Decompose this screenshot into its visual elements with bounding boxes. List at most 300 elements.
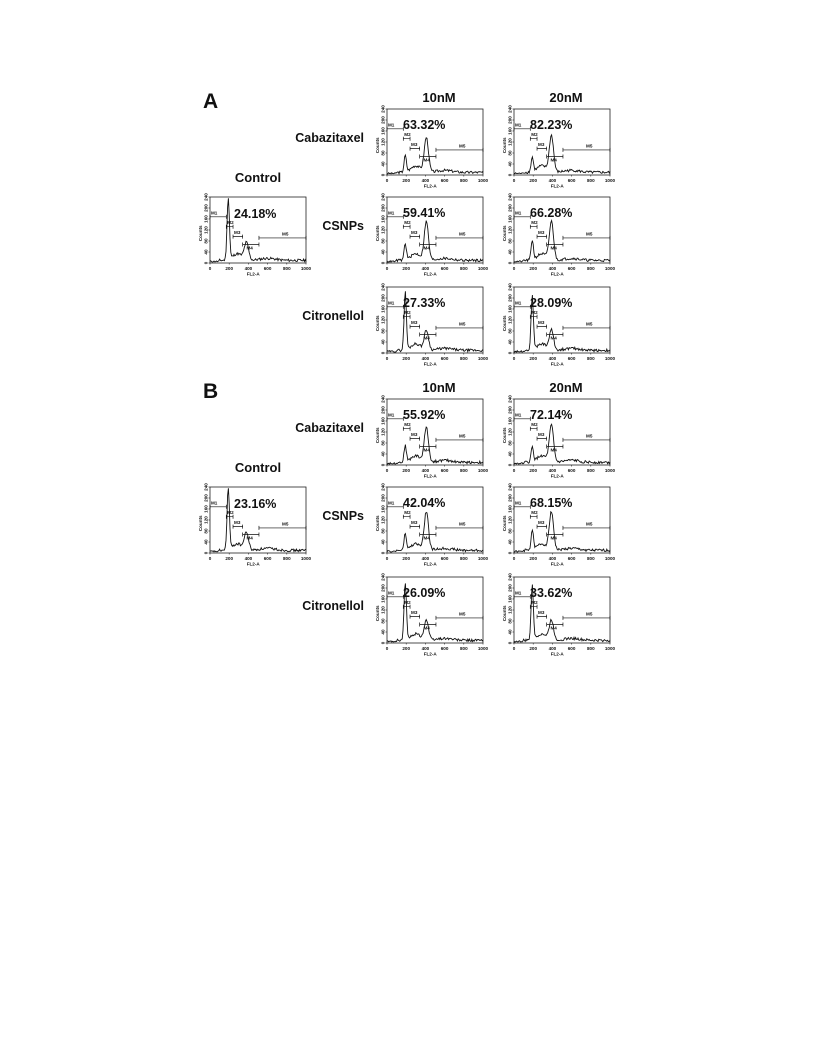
x-tick-label: 400 [244,266,253,271]
marker-label: M3 [538,320,545,326]
row-label-csnps: CSNPs [322,509,364,523]
x-tick-label: 200 [402,356,411,361]
column-header-10nM: 10nM [422,380,456,395]
y-tick-label: 120 [203,516,209,524]
marker-label: M3 [538,142,545,148]
x-tick-label: 1000 [477,178,489,183]
marker-gate [563,236,610,240]
y-tick-label: 80 [507,528,513,534]
x-tick-label: 600 [440,646,449,651]
y-tick-label: 120 [507,606,513,614]
y-tick-label: 0 [203,261,209,265]
x-tick-label: 600 [440,356,449,361]
y-tick-label: 40 [507,249,513,255]
marker-gate [259,236,306,240]
marker-gate [537,147,547,151]
histogram-curve [387,512,483,552]
x-axis-label: FL2-A [550,651,564,657]
y-tick-label: 160 [203,215,209,223]
y-axis-label: Counts [375,427,380,444]
x-tick-label: 800 [282,266,291,271]
x-tick-label: 1000 [477,646,489,651]
y-tick-label: 160 [507,215,513,223]
y-tick-label: 240 [507,105,513,113]
column-header-10nM: 10nM [422,90,456,105]
x-axis-label: FL2-A [423,361,437,367]
y-tick-label: 160 [380,305,386,313]
x-tick-label: 1000 [477,556,489,561]
marker-label: M1 [387,300,395,306]
y-tick-label: 80 [380,238,386,244]
x-tick-label: 400 [244,556,253,561]
x-tick-label: 400 [421,266,430,271]
y-tick-label: 120 [380,138,386,146]
y-tick-label: 200 [507,584,513,592]
y-tick-label: 120 [507,138,513,146]
y-tick-label: 200 [380,204,386,212]
y-tick-label: 240 [507,395,513,403]
marker-gate [563,616,610,620]
x-tick-label: 800 [586,556,595,561]
marker-label: M1 [514,122,522,128]
marker-label: M4 [550,535,557,541]
x-tick-label: 0 [385,556,389,561]
marker-gate [563,148,610,152]
marker-label: M1 [387,500,395,506]
marker-gate [537,235,547,239]
x-tick-label: 400 [548,468,557,473]
marker-gate [436,148,483,152]
y-tick-label: 240 [507,483,513,491]
marker-gate [514,595,530,599]
marker-label: M4 [550,625,557,631]
x-axis-label: FL2-A [550,561,564,567]
marker-gate [537,325,547,329]
y-tick-label: 200 [380,406,386,414]
x-tick-label: 400 [548,266,557,271]
marker-label: M2 [531,422,538,428]
percent-value: 82.23% [530,118,573,132]
marker-gate [514,215,530,219]
marker-label: M1 [514,210,522,216]
marker-gate [403,137,410,141]
y-tick-label: 0 [507,173,513,177]
marker-label: M5 [586,321,593,327]
y-tick-label: 40 [507,629,513,635]
y-tick-label: 0 [507,463,513,467]
x-tick-label: 0 [512,266,516,271]
y-tick-label: 80 [380,440,386,446]
x-axis-label: FL2-A [423,651,437,657]
y-tick-label: 80 [380,150,386,156]
y-axis-label: Counts [375,315,380,332]
marker-gate [233,235,243,239]
x-axis-label: FL2-A [550,473,564,479]
y-tick-label: 120 [380,516,386,524]
marker-label: M3 [538,610,545,616]
marker-gate [403,515,410,519]
x-tick-label: 200 [402,266,411,271]
marker-label: M5 [459,321,466,327]
y-tick-label: 40 [380,161,386,167]
marker-label: M1 [387,590,395,596]
x-tick-label: 800 [459,266,468,271]
x-tick-label: 0 [512,646,516,651]
y-tick-label: 120 [380,226,386,234]
x-tick-label: 400 [421,646,430,651]
y-tick-label: 40 [380,339,386,345]
x-tick-label: 600 [263,266,272,271]
y-axis-label: Counts [375,605,380,622]
y-tick-label: 80 [380,528,386,534]
x-tick-label: 400 [548,646,557,651]
column-header-20nM: 20nM [549,380,583,395]
y-tick-label: 160 [507,595,513,603]
percent-value: 23.16% [234,497,277,511]
x-tick-label: 600 [263,556,272,561]
histogram-curve [387,138,483,174]
y-axis-label: Counts [198,225,203,242]
marker-label: M2 [531,510,538,516]
control-plot [198,485,310,567]
x-tick-label: 800 [459,556,468,561]
y-tick-label: 240 [380,283,386,291]
x-tick-label: 800 [586,356,595,361]
y-tick-label: 40 [507,539,513,545]
y-tick-label: 0 [380,173,386,177]
column-header-20nM: 20nM [549,90,583,105]
histogram-curve [514,424,610,464]
histogram-plot [375,575,487,657]
marker-gate [410,325,420,329]
marker-label: M1 [514,412,522,418]
x-axis-label: FL2-A [550,271,564,277]
marker-label: M4 [550,335,557,341]
marker-gate [403,427,410,431]
marker-label: M2 [531,220,538,226]
marker-label: M1 [514,300,522,306]
y-tick-label: 120 [507,316,513,324]
y-tick-label: 240 [507,283,513,291]
y-tick-label: 160 [507,505,513,513]
y-tick-label: 40 [380,629,386,635]
x-tick-label: 200 [225,266,234,271]
marker-gate [410,525,420,529]
percent-value: 63.32% [403,118,446,132]
histogram-plot [502,485,614,567]
y-tick-label: 200 [507,494,513,502]
x-tick-label: 1000 [604,266,616,271]
x-tick-label: 600 [567,266,576,271]
marker-label: M4 [423,535,430,541]
histogram-plot [375,485,487,567]
y-tick-label: 0 [380,261,386,265]
y-tick-label: 200 [380,116,386,124]
x-tick-label: 200 [402,646,411,651]
marker-label: M4 [423,245,430,251]
x-tick-label: 200 [529,646,538,651]
marker-label: M2 [227,510,234,516]
x-axis-label: FL2-A [423,561,437,567]
x-tick-label: 200 [529,356,538,361]
x-tick-label: 600 [567,556,576,561]
x-tick-label: 200 [529,468,538,473]
x-tick-label: 200 [529,178,538,183]
y-tick-label: 80 [507,328,513,334]
y-tick-label: 120 [507,516,513,524]
marker-gate [436,616,483,620]
marker-label: M3 [411,320,418,326]
x-tick-label: 0 [512,468,516,473]
y-tick-label: 40 [507,339,513,345]
y-tick-label: 240 [380,105,386,113]
y-tick-label: 240 [380,395,386,403]
marker-gate [410,147,420,151]
y-tick-label: 200 [380,584,386,592]
y-tick-label: 80 [380,328,386,334]
marker-gate [436,526,483,530]
y-tick-label: 0 [380,351,386,355]
marker-gate [387,305,403,309]
y-tick-label: 80 [507,238,513,244]
y-tick-label: 40 [507,161,513,167]
x-tick-label: 0 [512,556,516,561]
x-tick-label: 0 [208,266,212,271]
y-tick-label: 80 [203,238,209,244]
x-axis-label: FL2-A [423,271,437,277]
x-tick-label: 800 [586,178,595,183]
row-label-citronellol: Citronellol [302,309,364,323]
marker-gate [537,525,547,529]
marker-label: M3 [234,520,241,526]
histogram-plot [502,195,614,277]
x-tick-label: 200 [529,266,538,271]
marker-label: M4 [550,157,557,163]
y-tick-label: 80 [507,150,513,156]
y-tick-label: 160 [507,417,513,425]
marker-label: M1 [514,590,522,596]
marker-gate [436,438,483,442]
percent-value: 27.33% [403,296,446,310]
histogram-plot [502,575,614,657]
y-axis-label: Counts [502,315,507,332]
x-tick-label: 0 [512,356,516,361]
marker-label: M5 [459,611,466,617]
marker-label: M1 [210,210,218,216]
marker-gate [410,235,420,239]
marker-label: M5 [282,521,289,527]
y-axis-label: Counts [375,137,380,154]
x-tick-label: 800 [459,468,468,473]
y-tick-label: 200 [380,294,386,302]
y-axis-label: Counts [375,515,380,532]
y-axis-label: Counts [375,225,380,242]
y-axis-label: Counts [198,515,203,532]
marker-gate [537,615,547,619]
x-tick-label: 400 [421,556,430,561]
x-tick-label: 400 [421,178,430,183]
y-tick-label: 240 [203,193,209,201]
marker-gate [537,437,547,441]
y-tick-label: 200 [507,204,513,212]
control-label: Control [234,460,282,475]
panel-letter: A [203,90,219,113]
x-tick-label: 600 [567,356,576,361]
y-tick-label: 40 [203,539,209,545]
marker-gate [387,417,403,421]
histogram-curve [514,512,610,552]
marker-gate [387,215,403,219]
marker-gate [387,595,403,599]
y-tick-label: 0 [507,551,513,555]
x-tick-label: 200 [225,556,234,561]
x-tick-label: 0 [385,468,389,473]
y-tick-label: 80 [380,618,386,624]
y-tick-label: 240 [380,483,386,491]
marker-gate [563,326,610,330]
y-tick-label: 200 [203,494,209,502]
marker-label: M3 [411,230,418,236]
x-tick-label: 400 [421,356,430,361]
x-tick-label: 200 [402,556,411,561]
y-tick-label: 120 [380,428,386,436]
marker-label: M5 [282,231,289,237]
marker-label: M5 [586,521,593,527]
marker-gate [514,505,530,509]
x-tick-label: 800 [459,356,468,361]
y-tick-label: 240 [380,193,386,201]
percent-value: 24.18% [234,207,277,221]
marker-gate [436,236,483,240]
y-tick-label: 80 [507,618,513,624]
marker-label: M5 [586,611,593,617]
y-tick-label: 0 [380,551,386,555]
histogram-plot [375,397,487,479]
x-tick-label: 0 [385,266,389,271]
x-tick-label: 400 [548,556,557,561]
row-label-citronellol: Citronellol [302,599,364,613]
marker-label: M1 [210,500,218,506]
y-tick-label: 120 [203,226,209,234]
marker-label: M2 [404,310,411,316]
percent-value: 72.14% [530,408,573,422]
x-axis-label: FL2-A [550,183,564,189]
x-tick-label: 800 [586,468,595,473]
marker-gate [530,225,537,229]
marker-label: M2 [404,510,411,516]
x-tick-label: 1000 [604,556,616,561]
y-tick-label: 0 [380,641,386,645]
y-axis-label: Counts [502,605,507,622]
y-tick-label: 40 [380,249,386,255]
marker-label: M4 [423,625,430,631]
marker-label: M3 [538,230,545,236]
x-axis-label: FL2-A [550,361,564,367]
x-tick-label: 600 [440,556,449,561]
y-tick-label: 160 [380,417,386,425]
y-tick-label: 0 [380,463,386,467]
percent-value: 26.09% [403,586,446,600]
row-label-cabazitaxel: Cabazitaxel [295,131,364,145]
x-tick-label: 600 [567,646,576,651]
marker-gate [563,526,610,530]
marker-label: M2 [404,132,411,138]
x-tick-label: 400 [548,356,557,361]
y-tick-label: 40 [380,539,386,545]
marker-gate [530,137,537,141]
control-label: Control [234,170,282,185]
y-tick-label: 240 [507,193,513,201]
x-tick-label: 800 [282,556,291,561]
x-tick-label: 1000 [604,356,616,361]
marker-label: M5 [586,231,593,237]
histogram-plot [375,195,487,277]
marker-label: M1 [514,500,522,506]
marker-label: M4 [246,245,253,251]
marker-label: M4 [550,447,557,453]
x-tick-label: 1000 [604,178,616,183]
row-label-csnps: CSNPs [322,219,364,233]
marker-label: M2 [404,422,411,428]
y-tick-label: 160 [203,505,209,513]
y-tick-label: 160 [507,305,513,313]
y-tick-label: 0 [203,551,209,555]
y-tick-label: 120 [380,316,386,324]
marker-gate [403,225,410,229]
y-tick-label: 240 [380,573,386,581]
y-tick-label: 200 [507,116,513,124]
marker-label: M4 [550,245,557,251]
y-tick-label: 0 [507,351,513,355]
histogram-curve [387,427,483,464]
x-tick-label: 1000 [604,468,616,473]
marker-label: M5 [459,521,466,527]
histogram-curve [514,135,610,174]
y-tick-label: 160 [380,505,386,513]
marker-label: M3 [411,142,418,148]
x-tick-label: 800 [459,646,468,651]
marker-label: M4 [423,447,430,453]
marker-label: M1 [387,210,395,216]
marker-gate [436,326,483,330]
y-tick-label: 40 [507,451,513,457]
x-tick-label: 0 [512,178,516,183]
marker-gate [387,127,403,131]
percent-value: 55.92% [403,408,446,422]
y-tick-label: 200 [380,494,386,502]
marker-gate [514,417,530,421]
marker-label: M2 [227,220,234,226]
marker-gate [233,525,243,529]
x-tick-label: 1000 [300,556,312,561]
y-tick-label: 0 [507,641,513,645]
y-tick-label: 240 [507,573,513,581]
marker-gate [563,438,610,442]
marker-label: M2 [531,310,538,316]
marker-gate [387,505,403,509]
percent-value: 28.09% [530,296,573,310]
y-axis-label: Counts [502,515,507,532]
percent-value: 33.62% [530,586,573,600]
marker-gate [259,526,306,530]
control-plot [198,195,310,277]
x-tick-label: 1000 [477,468,489,473]
y-tick-label: 120 [507,428,513,436]
row-label-cabazitaxel: Cabazitaxel [295,421,364,435]
marker-label: M5 [586,143,593,149]
marker-label: M5 [459,231,466,237]
x-tick-label: 600 [440,178,449,183]
